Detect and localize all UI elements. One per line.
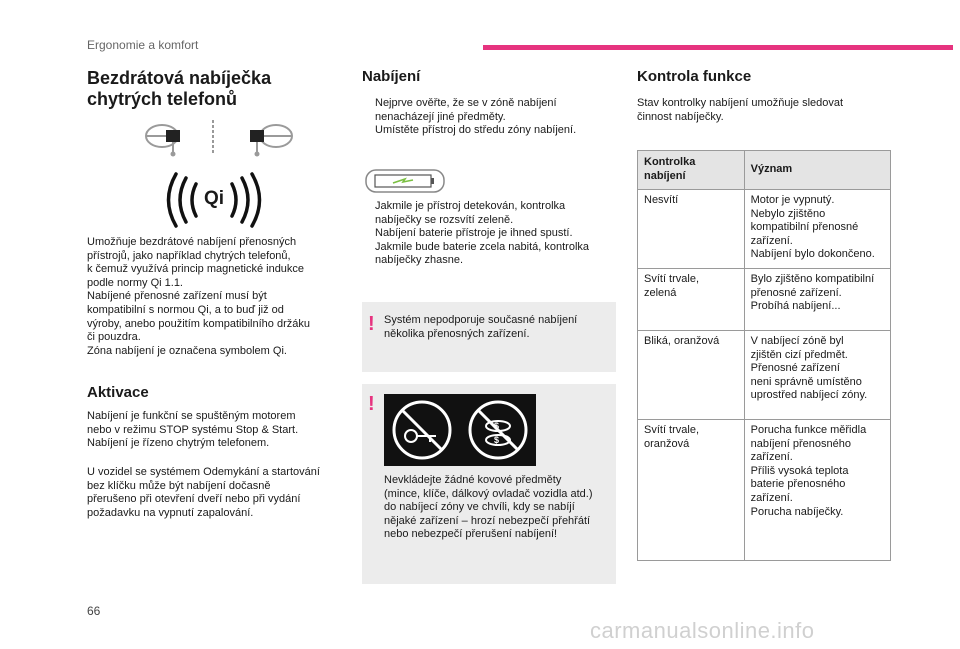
table-cell-status: Svítí trvale, oranžová: [638, 420, 745, 561]
qi-symbol: [166, 172, 262, 228]
table-cell-meaning: V nabíjecí zóně byl zjištěn cizí předmět. Přenosné zařízení neni správně umístěno uprostřed nabíjecí zóny.: [744, 331, 890, 420]
warning-text: Systém nepodporuje současné nabíjení několika přenosných zařízení.: [384, 314, 578, 340]
charging-title: Nabíjení: [362, 68, 421, 85]
table-row: [638, 269, 891, 331]
charging-status-list: [362, 200, 617, 268]
accent-bar: [483, 45, 953, 50]
charging-steps-list: [362, 97, 612, 138]
page-title-line2: chytrých telefonů: [87, 89, 238, 109]
activation-title: Aktivace: [87, 384, 149, 401]
list-item: Jakmile bude baterie zcela nabitá, kontrolka nabíječky zhasne.: [375, 240, 590, 267]
page-title-line1: Bezdrátová nabíječka: [87, 68, 272, 88]
function-check-title: Kontrola funkce: [637, 68, 752, 85]
table-row: [638, 190, 891, 269]
list-item: Nabíjení baterie přístroje je ihned spustí.: [375, 227, 573, 240]
warning-box-multiple-devices: [362, 302, 616, 372]
table-row: [638, 331, 891, 420]
table-cell-meaning: Motor je vypnutý. Nebylo zjištěno kompatibilní přenosné zařízení. Nabíjení bylo dokončeno.: [744, 190, 890, 269]
svg-text:$: $: [494, 435, 500, 445]
steering-wheel-icon: [140, 116, 300, 158]
table-cell-status: Svítí trvale, zelená: [638, 269, 745, 331]
activation-text-2: U vozidel se systémem Odemykání a startování bez klíčku může být nabíjení dočasně přerušeno při otevření dveří nebo při vydání požadavku na vypnutí zapalování.: [87, 466, 320, 519]
warning-text: Nevkládejte žádné kovové předměty (mince, klíče, dálkový ovladač vozidla atd.) do nabíjecí zóny ve chvíli, kdy se nabíjí nějaké zařízení – hrozí nebezpečí přehřátí nebo nebezpečí přerušení nabíjení!: [384, 474, 593, 541]
warning-box-metal-objects: [362, 384, 616, 584]
watermark: carmanualsonline.info: [590, 618, 815, 643]
warning-icon: !: [368, 313, 375, 335]
indicator-status-table: [637, 150, 891, 561]
table-header-row: [638, 151, 891, 190]
charging-indicator-icon: [365, 168, 447, 194]
function-check-intro: Stav kontrolky nabíjení umožňuje sledovat činnost nabíječky.: [637, 97, 844, 123]
qi-label: Qi: [204, 188, 225, 209]
page-number: 66: [87, 604, 101, 618]
table-cell-status: Nesvítí: [638, 190, 745, 269]
list-item: Nejprve ověřte, že se v zóně nabíjení nenacházejí jiné předměty.: [375, 97, 557, 123]
column-1: [87, 68, 347, 110]
table-cell-status: Bliká, oranžová: [638, 331, 745, 420]
activation-text-1: Nabíjení je funkční se spuštěným motorem nebo v režimu STOP systému Stop & Start. Nabíjení je řízeno chytrým telefonem.: [87, 410, 299, 450]
list-item: Jakmile je přístroj detekován, kontrolka nabíječky se rozsvítí zeleně.: [375, 200, 566, 226]
warning-icon: !: [368, 393, 375, 415]
table-header-indicator: Kontrolka nabíjení: [638, 151, 745, 190]
table-cell-meaning: Bylo zjištěno kompatibilní přenosné zařízení. Probíhá nabíjení...: [744, 269, 890, 331]
no-metal-objects-icon: [384, 394, 536, 466]
section-label: Ergonomie a komfort: [87, 38, 199, 52]
table-row: [638, 420, 891, 561]
table-header-meaning: Význam: [744, 151, 890, 190]
intro-text: Umožňuje bezdrátové nabíjení přenosných přístrojů, jako například chytrých telefonů, k čemuž využívá princip magnetické indukce podle normy Qi 1.1. Nabíjené přenosné zařízení musí být kompatibilní s normou Qi, a to buď již od výroby, anebo použitím kompatibilního držáku či pouzdra. Zóna nabíjení je označena symbolem Qi.: [87, 236, 310, 357]
page-title: [87, 68, 347, 110]
table-cell-meaning: Porucha funkce měřidla nabíjení přenosného zařízení. Příliš vysoká teplota baterie přenosného zařízení. Porucha nabíječky.: [744, 420, 890, 561]
svg-text:$: $: [494, 421, 500, 431]
list-item: Umístěte přístroj do středu zóny nabíjení.: [375, 124, 577, 137]
